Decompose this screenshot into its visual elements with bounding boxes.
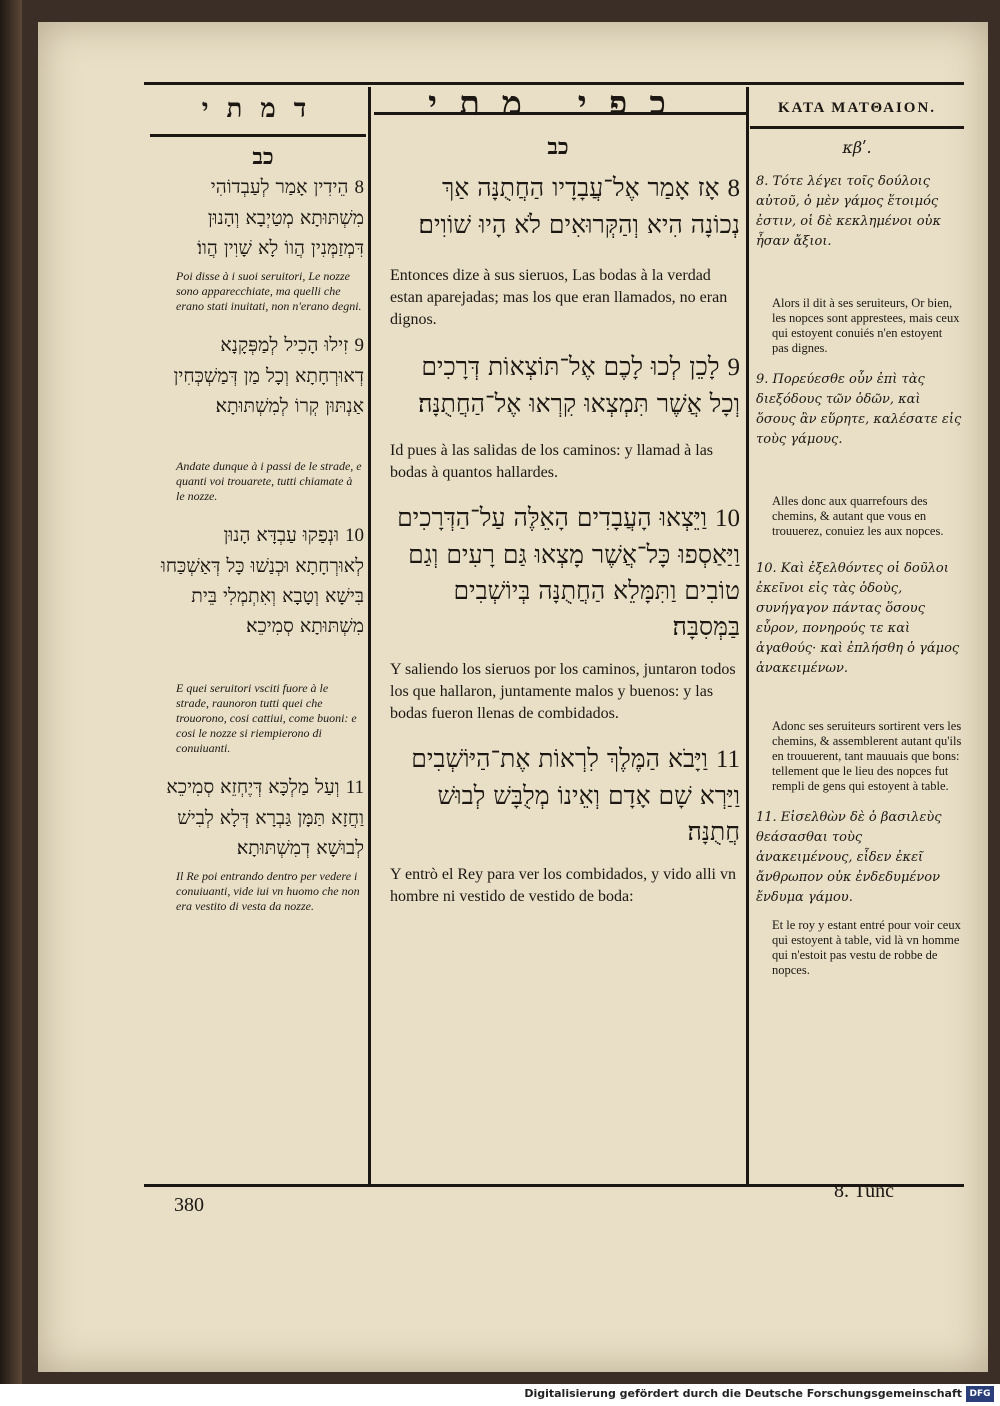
greek-text: 10. Καὶ ἐξελθόντες οἱ δοῦλοι ἐκεῖνοι εἰς τὰς ὁδοὺς, συνήγαγον πάντας ὅσους εὗρον, πονηρούς τε καὶ ἀγαθούς· καὶ ἐπλήσθη ὁ γάμος ἀνακειμένων. xyxy=(756,561,960,676)
catchword: 8. Tunc xyxy=(834,1180,895,1202)
center-verse-8 xyxy=(390,170,740,243)
book-page xyxy=(38,22,988,1372)
french-text: Alors il dit à ses seruiteurs, Or bien, les nopces sont apprestees, mais ceux qui estoyent conuiés n'en estoyent pas dignes. xyxy=(772,296,960,355)
header-rule-right xyxy=(750,126,964,129)
dfg-logo: DFG xyxy=(966,1386,994,1402)
page-number: 380 xyxy=(174,1194,204,1216)
greek-text: 11. Εἰσελθὼν δὲ ὁ βασιλεὺς θεάσασθαι τοὺς ἀνακειμένους, εἶδεν ἐκεῖ ἄνθρωπον οὐκ ἐνδεδυμένον ἔνδυμα γάμου. xyxy=(756,810,942,905)
french-text: Adonc ses seruiteurs sortirent vers les chemins, & assemblerent autant qu'ils en trouuerent, tant mauuais que bons: tellement que le lieu des nopces fut rempli de gens qui estoyent à table. xyxy=(772,719,962,793)
header-left: דמתי xyxy=(201,94,325,124)
credit-text: Digitalisierung gefördert durch die Deutsche Forschungsgemeinschaft xyxy=(524,1387,962,1400)
greek-text: 8. Τότε λέγει τοῖς δούλοις αὐτοῦ, ὁ μὲν γάμος ἕτοιμός ἐστιν, οἱ δὲ κεκλημένοι οὐκ ἦσαν ἄξιοι. xyxy=(756,174,941,249)
hebrew-text: זִילוּ הָכִיל לְמַפְּקָנָא דְאוּרְחָתָא וְכָל מַן דְּמַשְׁכְּחִין אַנְתּוּן קְרוֹ לְמִשְׁתּוּתָא׃ xyxy=(173,334,364,417)
italian-text: Andate dunque à i passi de le strade, e quanti voi trouarete, tutti chiamate à le nozze. xyxy=(176,459,362,503)
right-column xyxy=(756,172,962,978)
verse-number: 9 xyxy=(727,354,740,381)
digitization-credit-bar xyxy=(0,1384,1000,1406)
verse-number: 8 xyxy=(354,177,364,198)
hebrew-text: וְעַל מַלְכָּא דְּיֶחְזֵא סְמִיכֵא וַחֲזָא תַּמָּן גַּבְרָא דְּלָא לְבִישׁ לְבוּשָׁא דְמִשְׁתּוּתָא׃ xyxy=(166,776,364,859)
verse-number: 10 xyxy=(345,525,364,546)
center-verse-9 xyxy=(390,349,740,422)
hebrew-text: אָז אָמַר אֶל־עֲבָדָיו הַחֲתֻנָּה אַךְ נְכוֹנָה הִיא וְהַקְּרוּאִים לֹא הָיוּ שׁוֹוִים׃ xyxy=(418,173,740,239)
book-spine xyxy=(0,0,22,1406)
header-right: ΚΑΤΑ ΜΑΤΘΑΙΟΝ. xyxy=(777,100,937,116)
hebrew-text: לָכֵן לְכוּ לָכֶם אֶל־תּוֹצְאוֹת דְּרָכִים וְכָל אֲשֶׁר תִּמְצְאוּ קִרְאוּ אֶל־הַחֲתֻנָּה׃ xyxy=(418,352,740,418)
chapter-center: כב xyxy=(547,134,569,160)
divider-left xyxy=(368,87,371,1187)
left-verse-9 xyxy=(152,330,364,421)
greek-text: 9. Πορεύεσθε οὖν ἐπὶ τὰς διεξόδους τῶν ὁδῶν, καὶ ὅσους ἂν εὕρητε, καλέσατε εἰς τοὺς γάμους. xyxy=(756,372,962,447)
spanish-text: Y saliendo los sieruos por los caminos, juntaron todos los que hallaron, juntamente malos y buenos: y las bodas fueron llenas de combidados. xyxy=(390,661,736,722)
hebrew-text: וַיָּבֹא הַמֶּלֶךְ לִרְאוֹת אֶת־הַיּוֹשְׁבִים וַיַּרְא שָׁם אָדָם וְאֵינוֹ מְלֻבָּשׁ לְבוּשׁ חֲתֻנָּה׃ xyxy=(411,744,740,846)
italian-text: Il Re poi entrando dentro per vedere i conuiuanti, vide iui vn huomo che non era vestito di vesta da nozze. xyxy=(176,869,360,913)
center-verse-10 xyxy=(390,500,740,645)
verse-number: 9 xyxy=(354,335,364,356)
verse-number: 11 xyxy=(715,746,740,773)
italian-text: Poi disse à i suoi seruitori, Le nozze sono apparecchiate, ma quelli che erano stati inuitati, non n'erano degni. xyxy=(176,269,362,313)
hebrew-text: וַיֵּצְאוּ הָעֲבָדִים הָאֵלֶּה עַל־הַדְּרָכִים וַיַּאַסְפוּ כָּל־אֲשֶׁר מָצְאוּ גַּם רָעִים וְגַם טוֹבִים וַתִּמָּלֵא הַחֲתֻנָּה בְּיוֹשְׁבִים בַּמְּסִבָּה׃ xyxy=(397,503,740,641)
french-text: Alles donc aux quarrefours des chemins, & autant que vous en trouuerez, conuiez les aux nopces. xyxy=(772,494,944,538)
verse-number: 10 xyxy=(715,505,740,532)
left-verse-10 xyxy=(152,520,364,641)
left-verse-8 xyxy=(152,172,364,263)
left-column xyxy=(152,172,364,914)
verse-number: 11 xyxy=(345,777,364,798)
hebrew-text: וּנְפַקוּ עַבְדָּא הָנוּן לְאוּרְחָתָא וּכְנַשׁוּ כָּל דְּאַשְׁכַּחוּ בִּישָׁא וְטָבָא וְאִתְמְלִי בֵּית מִשְׁתּוּתָא סְמִיכֵא׃ xyxy=(160,524,364,637)
center-verse-11 xyxy=(390,741,740,850)
spanish-text: Id pues à las salidas de los caminos: y llamad à las bodas à quantos hallardes. xyxy=(390,442,714,481)
italian-text: E quei seruitori vsciti fuore à le strade, raunoron tutti quei che trouorono, cosi cattiui, come buoni: e cosi le nozze si riempierono di conuiuanti. xyxy=(176,681,357,755)
spanish-text: Y entrò el Rey para ver los combidados, y vido alli vn hombre ni vestido de vestido de boda: xyxy=(390,866,736,905)
verse-number: 8 xyxy=(727,175,740,202)
chapter-left: כב xyxy=(252,144,274,170)
french-text: Et le roy y estant entré pour voir ceux qui estoyent à table, vid là vn homme qui n'estoit pas vestu de robbe de nopces. xyxy=(772,918,961,977)
header-center: כפי מתי xyxy=(428,84,688,124)
hebrew-text: הֵידִין אָמַר לְעַבְדוֹהִי מִשְׁתּוּתָא מְטַיְבָא וְהָנוּן דִּמְזַמְּנִין הֲווֹ לָא שָׁוִין הֲווֹ׃ xyxy=(197,176,364,259)
left-verse-11 xyxy=(152,772,364,863)
divider-right xyxy=(746,87,749,1187)
chapter-right: κβʹ. xyxy=(842,138,872,157)
spanish-text: Entonces dize à sus sieruos, Las bodas à la verdad estan aparejadas; mas los que eran llamados, no eran dignos. xyxy=(390,267,728,328)
header-rule-left xyxy=(150,134,366,137)
center-column xyxy=(390,170,740,908)
